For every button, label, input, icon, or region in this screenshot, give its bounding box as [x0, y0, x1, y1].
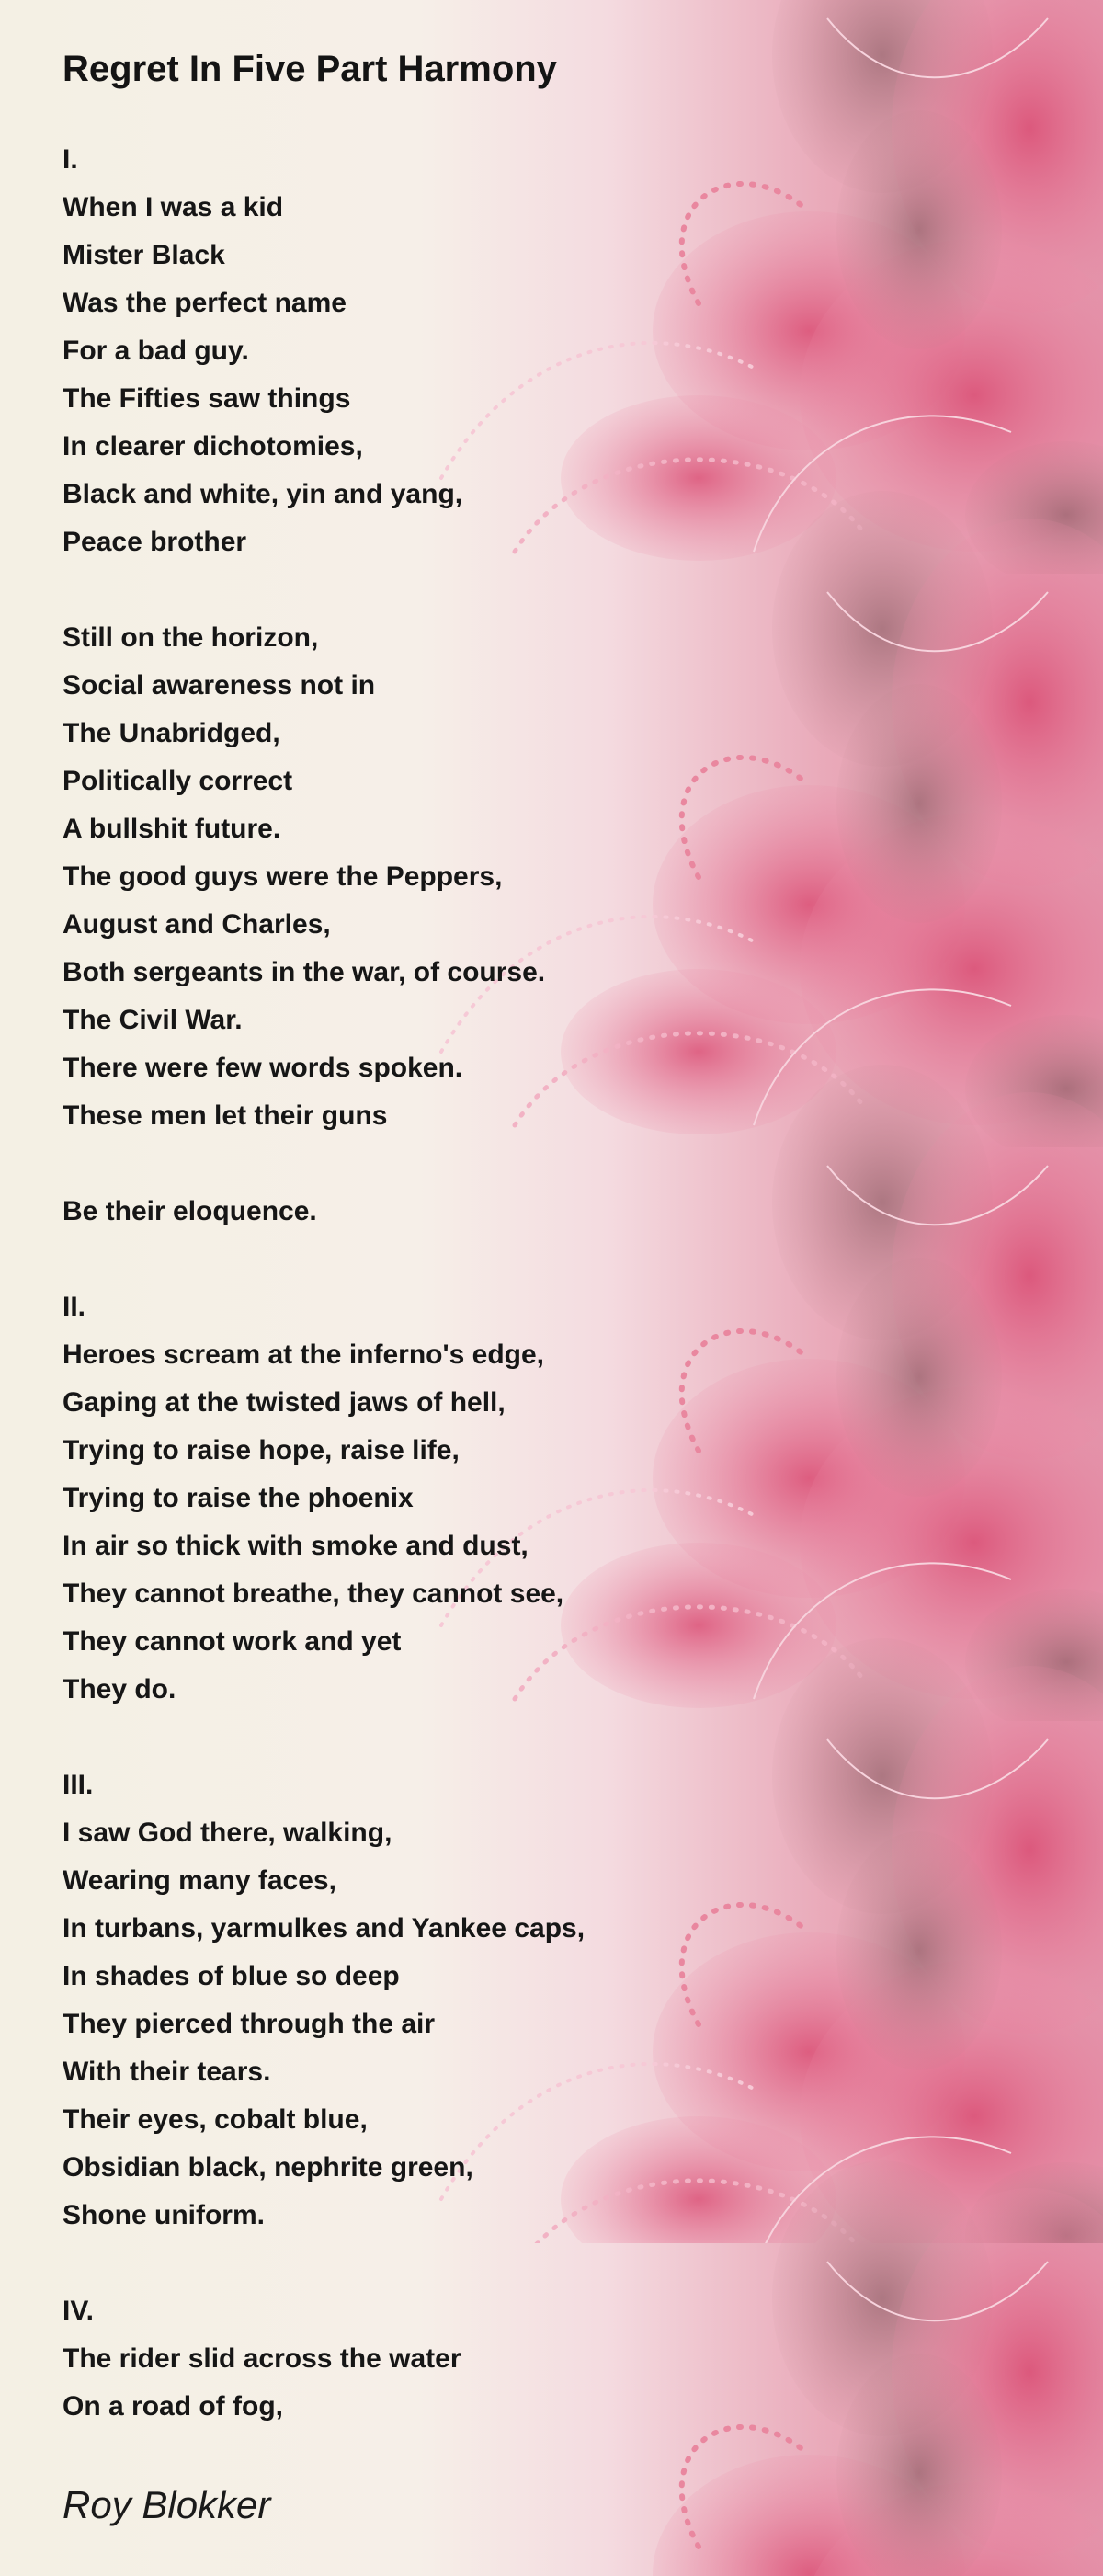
poem-line: I.: [63, 144, 78, 175]
poem-line: In clearer dichotomies,: [63, 431, 363, 462]
poem-line: Mister Black: [63, 240, 225, 270]
poem-line: In shades of blue so deep: [63, 1961, 400, 1991]
poem-line: Shone uniform.: [63, 2200, 265, 2230]
poem-line: Trying to raise hope, raise life,: [63, 1435, 460, 1465]
poem-line: A bullshit future.: [63, 814, 281, 844]
poem-line: Heroes scream at the inferno's edge,: [63, 1339, 544, 1370]
poem-line: Black and white, yin and yang,: [63, 479, 463, 509]
poem-line: There were few words spoken.: [63, 1053, 463, 1083]
poem-line: In air so thick with smoke and dust,: [63, 1531, 529, 1561]
poem-line: August and Charles,: [63, 909, 331, 940]
poem-line: They pierced through the air: [63, 2009, 436, 2039]
poem-line: Both sergeants in the war, of course.: [63, 957, 546, 987]
poem-line: The Fifties saw things: [63, 383, 351, 414]
poem-line: Trying to raise the phoenix: [63, 1483, 414, 1513]
poem-line: In turbans, yarmulkes and Yankee caps,: [63, 1913, 586, 1943]
poem-line: These men let their guns: [63, 1100, 388, 1131]
poem-line: They cannot work and yet: [63, 1626, 402, 1657]
poem-line: III.: [63, 1770, 94, 1800]
poem-line: The Civil War.: [63, 1005, 243, 1035]
poem-title: Regret In Five Part Harmony: [63, 49, 557, 89]
poem-line: Politically correct: [63, 766, 293, 796]
poem-line: For a bad guy.: [63, 336, 249, 366]
poem-line: They do.: [63, 1674, 176, 1704]
poem-line: Still on the horizon,: [63, 622, 319, 653]
poem-line: The Unabridged,: [63, 718, 280, 748]
poem-line: Obsidian black, nephrite green,: [63, 2152, 473, 2183]
poem-line: Peace brother: [63, 527, 247, 557]
poem-line: I saw God there, walking,: [63, 1818, 392, 1848]
poem-line: The good guys were the Peppers,: [63, 861, 503, 892]
poem-line: Social awareness not in: [63, 670, 376, 701]
poem-line: They cannot breathe, they cannot see,: [63, 1579, 564, 1609]
poem-line: Their eyes, cobalt blue,: [63, 2104, 368, 2135]
poem-line: IV.: [63, 2296, 94, 2326]
poem-line: Wearing many faces,: [63, 1865, 336, 1896]
poem-line: Be their eloquence.: [63, 1196, 317, 1226]
poem-line: Was the perfect name: [63, 288, 347, 318]
poem-line: The rider slid across the water: [63, 2343, 461, 2374]
poem-line: With their tears.: [63, 2057, 271, 2087]
poem-line: When I was a kid: [63, 192, 284, 222]
poem-line: On a road of fog,: [63, 2391, 283, 2422]
poem-author: Roy Blokker: [63, 2483, 271, 2526]
poem-line: II.: [63, 1292, 86, 1322]
poem-line: Gaping at the twisted jaws of hell,: [63, 1387, 506, 1418]
